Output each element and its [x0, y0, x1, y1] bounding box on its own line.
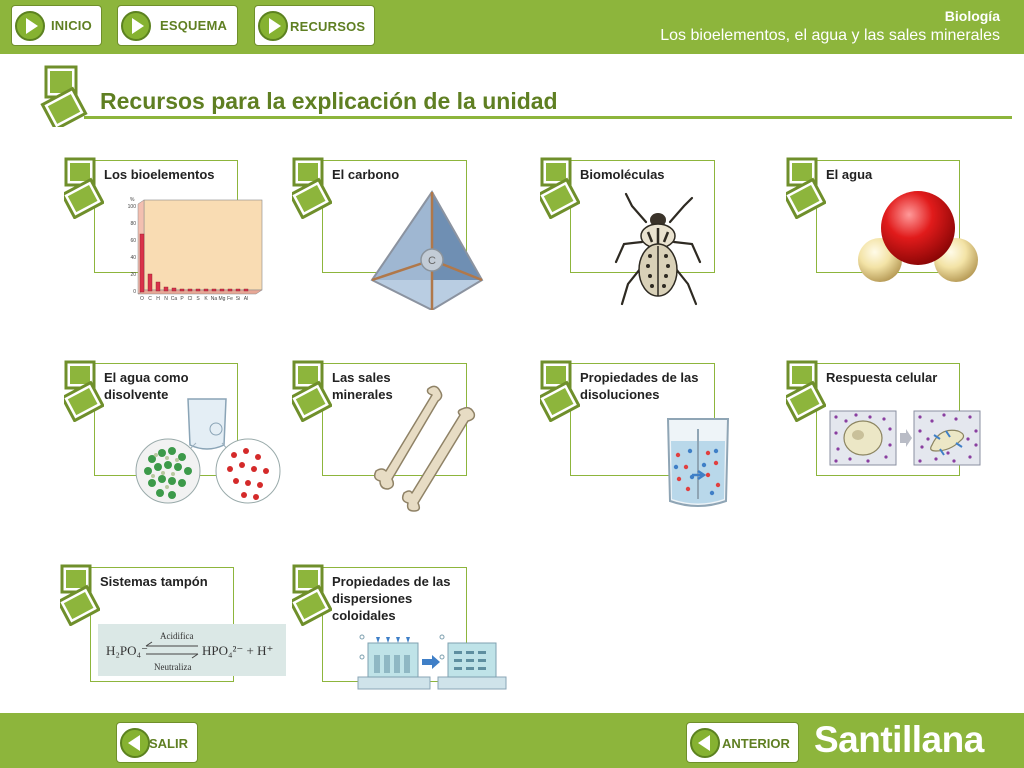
salir-button-label: SALIR: [149, 736, 188, 751]
bones-thumbnail-icon: [370, 383, 480, 513]
play-icon: [258, 11, 288, 41]
card-title: El carbono: [332, 167, 400, 182]
x-tick: Al: [243, 296, 249, 302]
bar-chart-thumbnail-icon: [124, 195, 269, 305]
card-decoration-icon: [292, 360, 332, 422]
anterior-button[interactable]: [686, 722, 799, 763]
x-tick: Fe: [227, 296, 233, 302]
buffer-neutraliza-label: Neutraliza: [154, 662, 192, 672]
page-title-decoration-icon: [40, 65, 90, 127]
y-tick: 40: [130, 255, 136, 261]
card-decoration-icon: [292, 157, 332, 219]
back-arrow-icon: [120, 728, 150, 758]
y-tick: 60: [130, 238, 136, 244]
cell-osmosis-thumbnail-icon: [828, 409, 983, 467]
card-decoration-icon: [292, 564, 332, 626]
back-arrow-icon: [690, 728, 720, 758]
solution-beaker-thumbnail-icon: [664, 415, 732, 511]
esquema-button-label: ESQUEMA: [160, 18, 228, 33]
card-title: Biomoléculas: [580, 167, 665, 182]
unit-title: Los bioelementos, el agua y las sales minerales: [660, 27, 1000, 44]
play-icon: [15, 11, 45, 41]
card-title: El agua: [826, 167, 873, 182]
card-title: Propiedades de las disoluciones: [580, 370, 699, 402]
y-tick: 20: [130, 272, 136, 278]
x-tick: P: [180, 296, 184, 302]
y-tick: 80: [130, 221, 136, 227]
carbon-tetrahedron-thumbnail-icon: [370, 188, 485, 310]
x-tick: Ca: [170, 296, 178, 302]
card-title: Los bioelementos: [104, 167, 215, 182]
y-tick: 0: [133, 289, 136, 295]
buffer-acidifica-label: Acidifica: [160, 631, 194, 641]
x-tick: Cl: [187, 296, 193, 302]
anterior-button-label: ANTERIOR: [722, 736, 790, 751]
salir-button[interactable]: [116, 722, 198, 763]
colloid-tanks-thumbnail-icon: [354, 633, 510, 693]
solvent-beaker-thumbnail-icon: [134, 395, 284, 507]
card-title: Propiedades de las dispersiones coloidales: [332, 574, 451, 623]
y-tick: 100: [127, 204, 136, 210]
card-decoration-icon: [60, 564, 100, 626]
inicio-button[interactable]: [11, 5, 102, 46]
title-divider: [84, 116, 1012, 119]
buffer-left-species: H₂PO₄⁻: [106, 643, 148, 658]
play-icon: [121, 11, 151, 41]
card-title: El agua como disolvente: [104, 370, 189, 402]
chart-unit-label: %: [130, 197, 135, 203]
card-decoration-icon: [540, 157, 580, 219]
buffer-equation-thumbnail-icon: [98, 624, 286, 676]
x-tick: C: [148, 296, 152, 302]
x-tick: O: [140, 296, 144, 302]
beetle-thumbnail-icon: [612, 192, 704, 308]
card-decoration-icon: [64, 157, 104, 219]
card-title: Sistemas tampón: [100, 574, 208, 589]
recursos-button[interactable]: [254, 5, 375, 46]
recursos-button-label: RECURSOS: [290, 19, 366, 34]
x-tick: Na: [210, 296, 218, 302]
page-title: Recursos para la explicación de la unidad: [100, 88, 558, 114]
water-molecule-thumbnail-icon: [856, 190, 981, 290]
card-title: Las sales minerales: [332, 370, 393, 402]
card-decoration-icon: [786, 157, 826, 219]
card-decoration-icon: [64, 360, 104, 422]
inicio-button-label: INICIO: [51, 18, 92, 33]
santillana-logo: Santillana: [814, 719, 984, 760]
subject-title: Biología: [944, 8, 1000, 24]
card-title: Respuesta celular: [826, 370, 938, 385]
x-tick: Mg: [218, 296, 226, 302]
x-tick: N: [164, 296, 168, 302]
buffer-right-species: HPO₄²⁻ + H⁺: [202, 643, 274, 658]
carbon-label: C: [428, 255, 436, 267]
card-decoration-icon: [786, 360, 826, 422]
x-tick: H: [156, 296, 160, 302]
x-tick: K: [204, 296, 208, 302]
card-decoration-icon: [540, 360, 580, 422]
esquema-button[interactable]: [117, 5, 238, 46]
x-tick: Si: [235, 296, 241, 302]
x-tick: S: [196, 296, 200, 302]
